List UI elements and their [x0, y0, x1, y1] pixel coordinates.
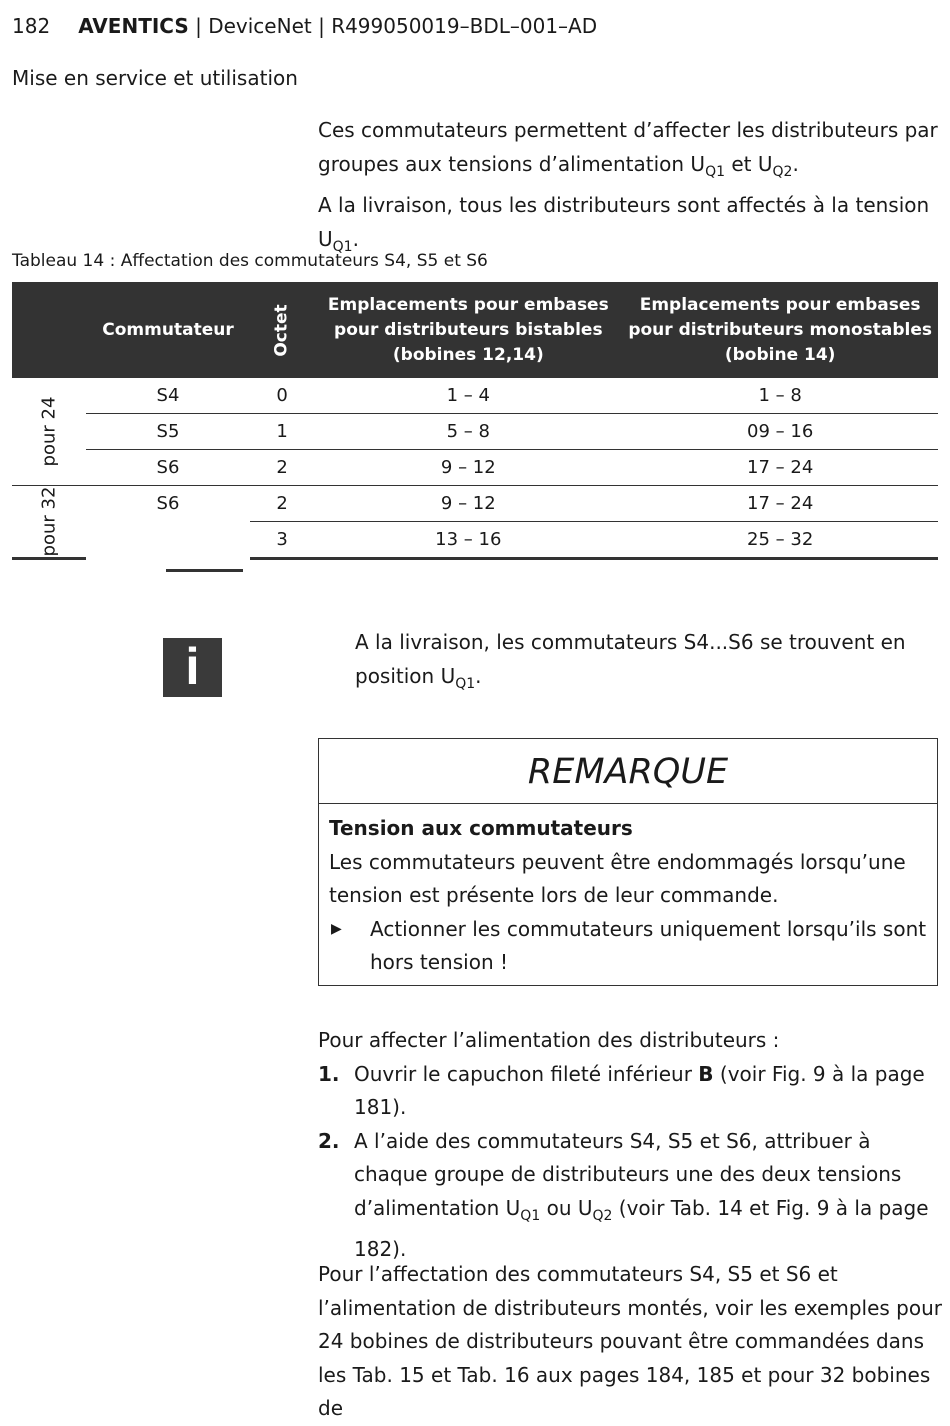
text-run: Ouvrir le capuchon fileté inférieur: [354, 1061, 699, 1086]
group-label-cell: [12, 378, 86, 486]
section-title: Mise en service et utilisation: [12, 66, 298, 90]
procedure: [318, 1024, 943, 1267]
group-label-cell: [12, 486, 86, 559]
document-id: R499050019–BDL–001–AD: [331, 14, 598, 38]
text-run: .: [792, 151, 799, 176]
bullet-triangle-icon: ▶: [331, 920, 342, 937]
step-number: 2.: [318, 1128, 340, 1153]
cell-monostable: 25 – 32: [622, 522, 938, 559]
cell-monostable: 17 – 24: [622, 450, 938, 486]
group-label: pour 32: [38, 486, 60, 557]
subscript: Q1: [705, 163, 726, 180]
text-run: .: [352, 226, 359, 251]
notice-bullet-text: Actionner les commutateurs uniquement lorsqu’ils sont hors tension !: [370, 916, 927, 974]
notice-body: [319, 804, 937, 980]
intro-text: [318, 114, 943, 264]
text-run: et U: [725, 151, 773, 176]
cell-octet: 1: [250, 414, 314, 450]
text-run: A la livraison, tous les distributeurs sont affectés à la tension U: [318, 193, 930, 251]
cell-monostable: 09 – 16: [622, 414, 938, 450]
notice-box: [318, 738, 938, 986]
header-separator: |: [195, 14, 202, 38]
table-row: [12, 378, 938, 414]
brand-name: AVENTICS: [78, 14, 189, 38]
cell-switch: S6: [156, 493, 180, 514]
subscript: Q1: [520, 1207, 541, 1224]
intro-line: [318, 148, 943, 190]
cell-bistable: 5 – 8: [314, 414, 622, 450]
cell-octet: 3: [250, 522, 314, 559]
procedure-step: [318, 1058, 943, 1125]
text-run: A la livraison, les commutateurs S4...S6 se trouvent en position U: [355, 630, 906, 688]
header-monostable: Emplacements pour embases pour distributeurs monostables (bobine 14): [622, 282, 938, 378]
header-separator: |: [318, 14, 325, 38]
table-row: [12, 486, 938, 522]
info-note: [355, 626, 925, 701]
text-run: A l’aide des commutateurs S4, S5 et S6, attribuer à chaque groupe de distributeurs une des deux tensions d’alimentation U: [354, 1128, 902, 1220]
cell-octet: 2: [250, 486, 314, 522]
cell-octet: 0: [250, 378, 314, 414]
header-octet-label: Octet: [271, 303, 292, 357]
text-run-bold: B: [698, 1061, 714, 1086]
subscript: Q2: [772, 163, 793, 180]
product-name: DeviceNet: [208, 14, 312, 38]
header-group-cell: [12, 282, 86, 378]
notice-title: REMARQUE: [319, 739, 937, 804]
table-row: [12, 414, 938, 450]
procedure-step: [318, 1125, 943, 1267]
procedure-intro: Pour affecter l’alimentation des distributeurs :: [318, 1028, 780, 1052]
cell-monostable: 1 – 8: [622, 378, 938, 414]
table-row: [12, 450, 938, 486]
intro-line: Ces commutateurs permettent d’affecter les distributeurs par: [318, 118, 938, 142]
cell-monostable: 17 – 24: [622, 486, 938, 522]
cell-octet: 2: [250, 450, 314, 486]
text-run: .: [475, 663, 482, 688]
subscript: Q2: [592, 1207, 613, 1224]
notice-bullet: [329, 913, 927, 980]
table-header-row: [12, 282, 938, 378]
table-bottom-rule: [166, 569, 243, 572]
cell-bistable: 1 – 4: [314, 378, 622, 414]
text-run: ou U: [540, 1195, 593, 1220]
info-icon: [163, 638, 222, 697]
table-caption: Tableau 14 : Affectation des commutateurs S4, S5 et S6: [12, 251, 488, 271]
notice-heading: [329, 812, 927, 846]
header-commutateur: Commutateur: [86, 282, 250, 378]
subscript: Q1: [332, 238, 353, 255]
subscript: Q1: [455, 675, 476, 692]
cell-bistable: 9 – 12: [314, 450, 622, 486]
page-header: [12, 12, 597, 40]
notice-heading-text: Tension aux commutateurs: [329, 816, 633, 840]
page-number: 182: [12, 14, 51, 38]
cell-bistable: 13 – 16: [314, 522, 622, 559]
text-run: groupes aux tensions d’alimentation U: [318, 151, 706, 176]
group-label: pour 24: [38, 396, 60, 467]
notice-text: Les commutateurs peuvent être endommagés lorsqu’une tension est présente lors de leur commande.: [329, 849, 906, 907]
header-bistable: Emplacements pour embases pour distributeurs bistables (bobines 12,14): [314, 282, 622, 378]
cell-switch: S4: [86, 378, 250, 414]
closing-paragraph: Pour l’affectation des commutateurs S4, S5 et S6 et l’alimentation de distributeurs montés, voir les exemples pour 24 bobines de distributeurs pouvant être commandées dans les Tab. 15 et Tab. 16 aux pages 184, 185 et pour 32 bobines de: [318, 1262, 943, 1420]
cell-switch: S6: [86, 450, 250, 486]
cell-bistable: 9 – 12: [314, 486, 622, 522]
step-number: 1.: [318, 1061, 340, 1086]
cell-switch: S5: [86, 414, 250, 450]
text-run: (voir Tab. 14 et Fig. 9 à la page 182).: [354, 1195, 929, 1261]
switch-assignment-table: [12, 282, 938, 560]
header-octet: [250, 282, 314, 378]
text-run: (voir Fig. 9 à la page 181).: [354, 1061, 925, 1119]
info-icon-glyph: i: [185, 638, 200, 696]
